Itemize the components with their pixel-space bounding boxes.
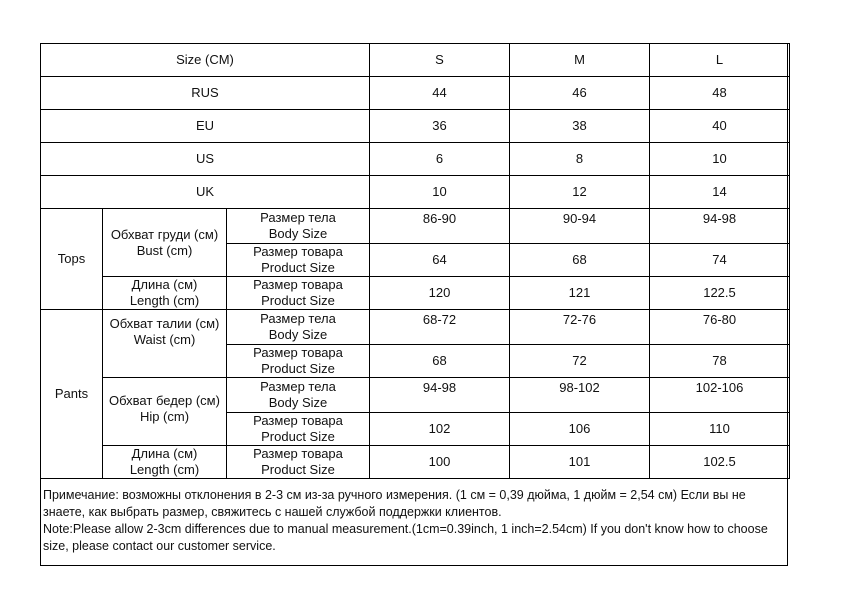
- eu-label: EU: [41, 110, 370, 143]
- table-cell: 106: [510, 413, 650, 446]
- body-size-en: Body Size: [268, 226, 328, 241]
- table-cell: 40: [650, 110, 790, 143]
- table-cell: 102.5: [650, 446, 790, 479]
- table-cell: 98-102: [510, 378, 650, 413]
- table-cell: 120: [370, 277, 510, 310]
- size-l-header: L: [650, 44, 790, 77]
- table-cell: 78: [650, 345, 790, 378]
- waist-label: [103, 310, 227, 378]
- length-label: [103, 277, 227, 310]
- table-cell: 12: [510, 176, 650, 209]
- pants-label: Pants: [41, 310, 103, 479]
- product-size-label: [227, 446, 370, 479]
- bust-label: [103, 209, 227, 277]
- waist-label-ru: Обхват талии (см): [109, 316, 220, 331]
- length-label-en: Length (cm): [129, 293, 200, 308]
- table-cell: 74: [650, 244, 790, 277]
- table-cell: 72-76: [510, 310, 650, 345]
- table-row: [41, 143, 790, 176]
- size-header-cell: Size (CM): [41, 44, 370, 77]
- rus-label: RUS: [41, 77, 370, 110]
- table-cell: 110: [650, 413, 790, 446]
- table-cell: 36: [370, 110, 510, 143]
- table-cell: 90-94: [510, 209, 650, 244]
- table-cell: 72: [510, 345, 650, 378]
- table-cell: 68: [370, 345, 510, 378]
- table-cell: 76-80: [650, 310, 790, 345]
- bust-label-ru: Обхват груди (см): [110, 226, 219, 242]
- product-size-ru: Размер товара: [253, 244, 343, 259]
- us-label: US: [41, 143, 370, 176]
- table-cell: 86-90: [370, 209, 510, 244]
- body-size-ru: Размер тела: [260, 210, 336, 225]
- table-cell: 64: [370, 244, 510, 277]
- bust-label-en: Bust (cm): [136, 242, 193, 258]
- table-row: [41, 209, 790, 244]
- body-size-label: [227, 378, 370, 413]
- body-size-ru: Размер тела: [260, 311, 336, 326]
- table-cell: 14: [650, 176, 790, 209]
- size-m-header: M: [510, 44, 650, 77]
- size-s-header: S: [370, 44, 510, 77]
- table-cell: 44: [370, 77, 510, 110]
- table-cell: 6: [370, 143, 510, 176]
- table-cell: 94-98: [650, 209, 790, 244]
- body-size-en: Body Size: [268, 395, 328, 410]
- body-size-en: Body Size: [268, 327, 328, 342]
- table-row: [41, 277, 790, 310]
- product-size-label: [227, 413, 370, 446]
- table-cell: 68: [510, 244, 650, 277]
- tops-label: Tops: [41, 209, 103, 310]
- product-size-ru: Размер товара: [253, 413, 343, 428]
- product-size-ru: Размер товара: [253, 277, 343, 292]
- table-cell: 68-72: [370, 310, 510, 345]
- product-size-label: [227, 277, 370, 310]
- table-cell: 122.5: [650, 277, 790, 310]
- length-label-ru: Длина (см): [131, 277, 198, 292]
- product-size-en: Product Size: [261, 429, 335, 444]
- length-label: [103, 446, 227, 479]
- uk-label: UK: [41, 176, 370, 209]
- table-cell: 100: [370, 446, 510, 479]
- table-row: [41, 110, 790, 143]
- length-label-en: Length (cm): [129, 462, 200, 477]
- table-row: [41, 77, 790, 110]
- size-chart-table: [40, 43, 790, 479]
- table-cell: 46: [510, 77, 650, 110]
- hip-label: [103, 378, 227, 446]
- table-row: [41, 176, 790, 209]
- table-cell: 8: [510, 143, 650, 176]
- measurement-note: [43, 487, 785, 555]
- table-cell: 10: [650, 143, 790, 176]
- product-size-en: Product Size: [261, 293, 335, 308]
- product-size-ru: Размер товара: [253, 345, 343, 360]
- product-size-en: Product Size: [261, 361, 335, 376]
- table-cell: 94-98: [370, 378, 510, 413]
- table-cell: 102-106: [650, 378, 790, 413]
- table-cell: 48: [650, 77, 790, 110]
- note-en: Note:Please allow 2-3cm differences due to manual measurement.(1cm=0.39inch, 1 inch=2.54cm) If you don't know how to choose size, please contact our customer service.: [43, 522, 768, 553]
- table-row: [41, 310, 790, 345]
- table-row: [41, 378, 790, 413]
- product-size-ru: Размер товара: [253, 446, 343, 461]
- product-size-label: [227, 244, 370, 277]
- table-cell: 102: [370, 413, 510, 446]
- table-cell: 10: [370, 176, 510, 209]
- body-size-label: [227, 209, 370, 244]
- product-size-en: Product Size: [261, 462, 335, 477]
- product-size-en: Product Size: [261, 260, 335, 275]
- note-ru: Примечание: возможны отклонения в 2-3 см из-за ручного измерения. (1 см = 0,39 дюйма, 1 дюйм = 2,54 см) Если вы не знаете, как выбрать размер, свяжитесь с нашей службой поддержки клиентов.: [43, 488, 746, 519]
- table-cell: 121: [510, 277, 650, 310]
- table-row: [41, 446, 790, 479]
- waist-label-en: Waist (cm): [133, 332, 196, 347]
- length-label-ru: Длина (см): [131, 446, 198, 461]
- hip-label-ru: Обхват бедер (см): [109, 393, 220, 408]
- product-size-label: [227, 345, 370, 378]
- body-size-label: [227, 310, 370, 345]
- header-row: [41, 44, 790, 77]
- hip-label-en: Hip (cm): [139, 409, 190, 424]
- table-cell: 38: [510, 110, 650, 143]
- table-cell: 101: [510, 446, 650, 479]
- body-size-ru: Размер тела: [260, 379, 336, 394]
